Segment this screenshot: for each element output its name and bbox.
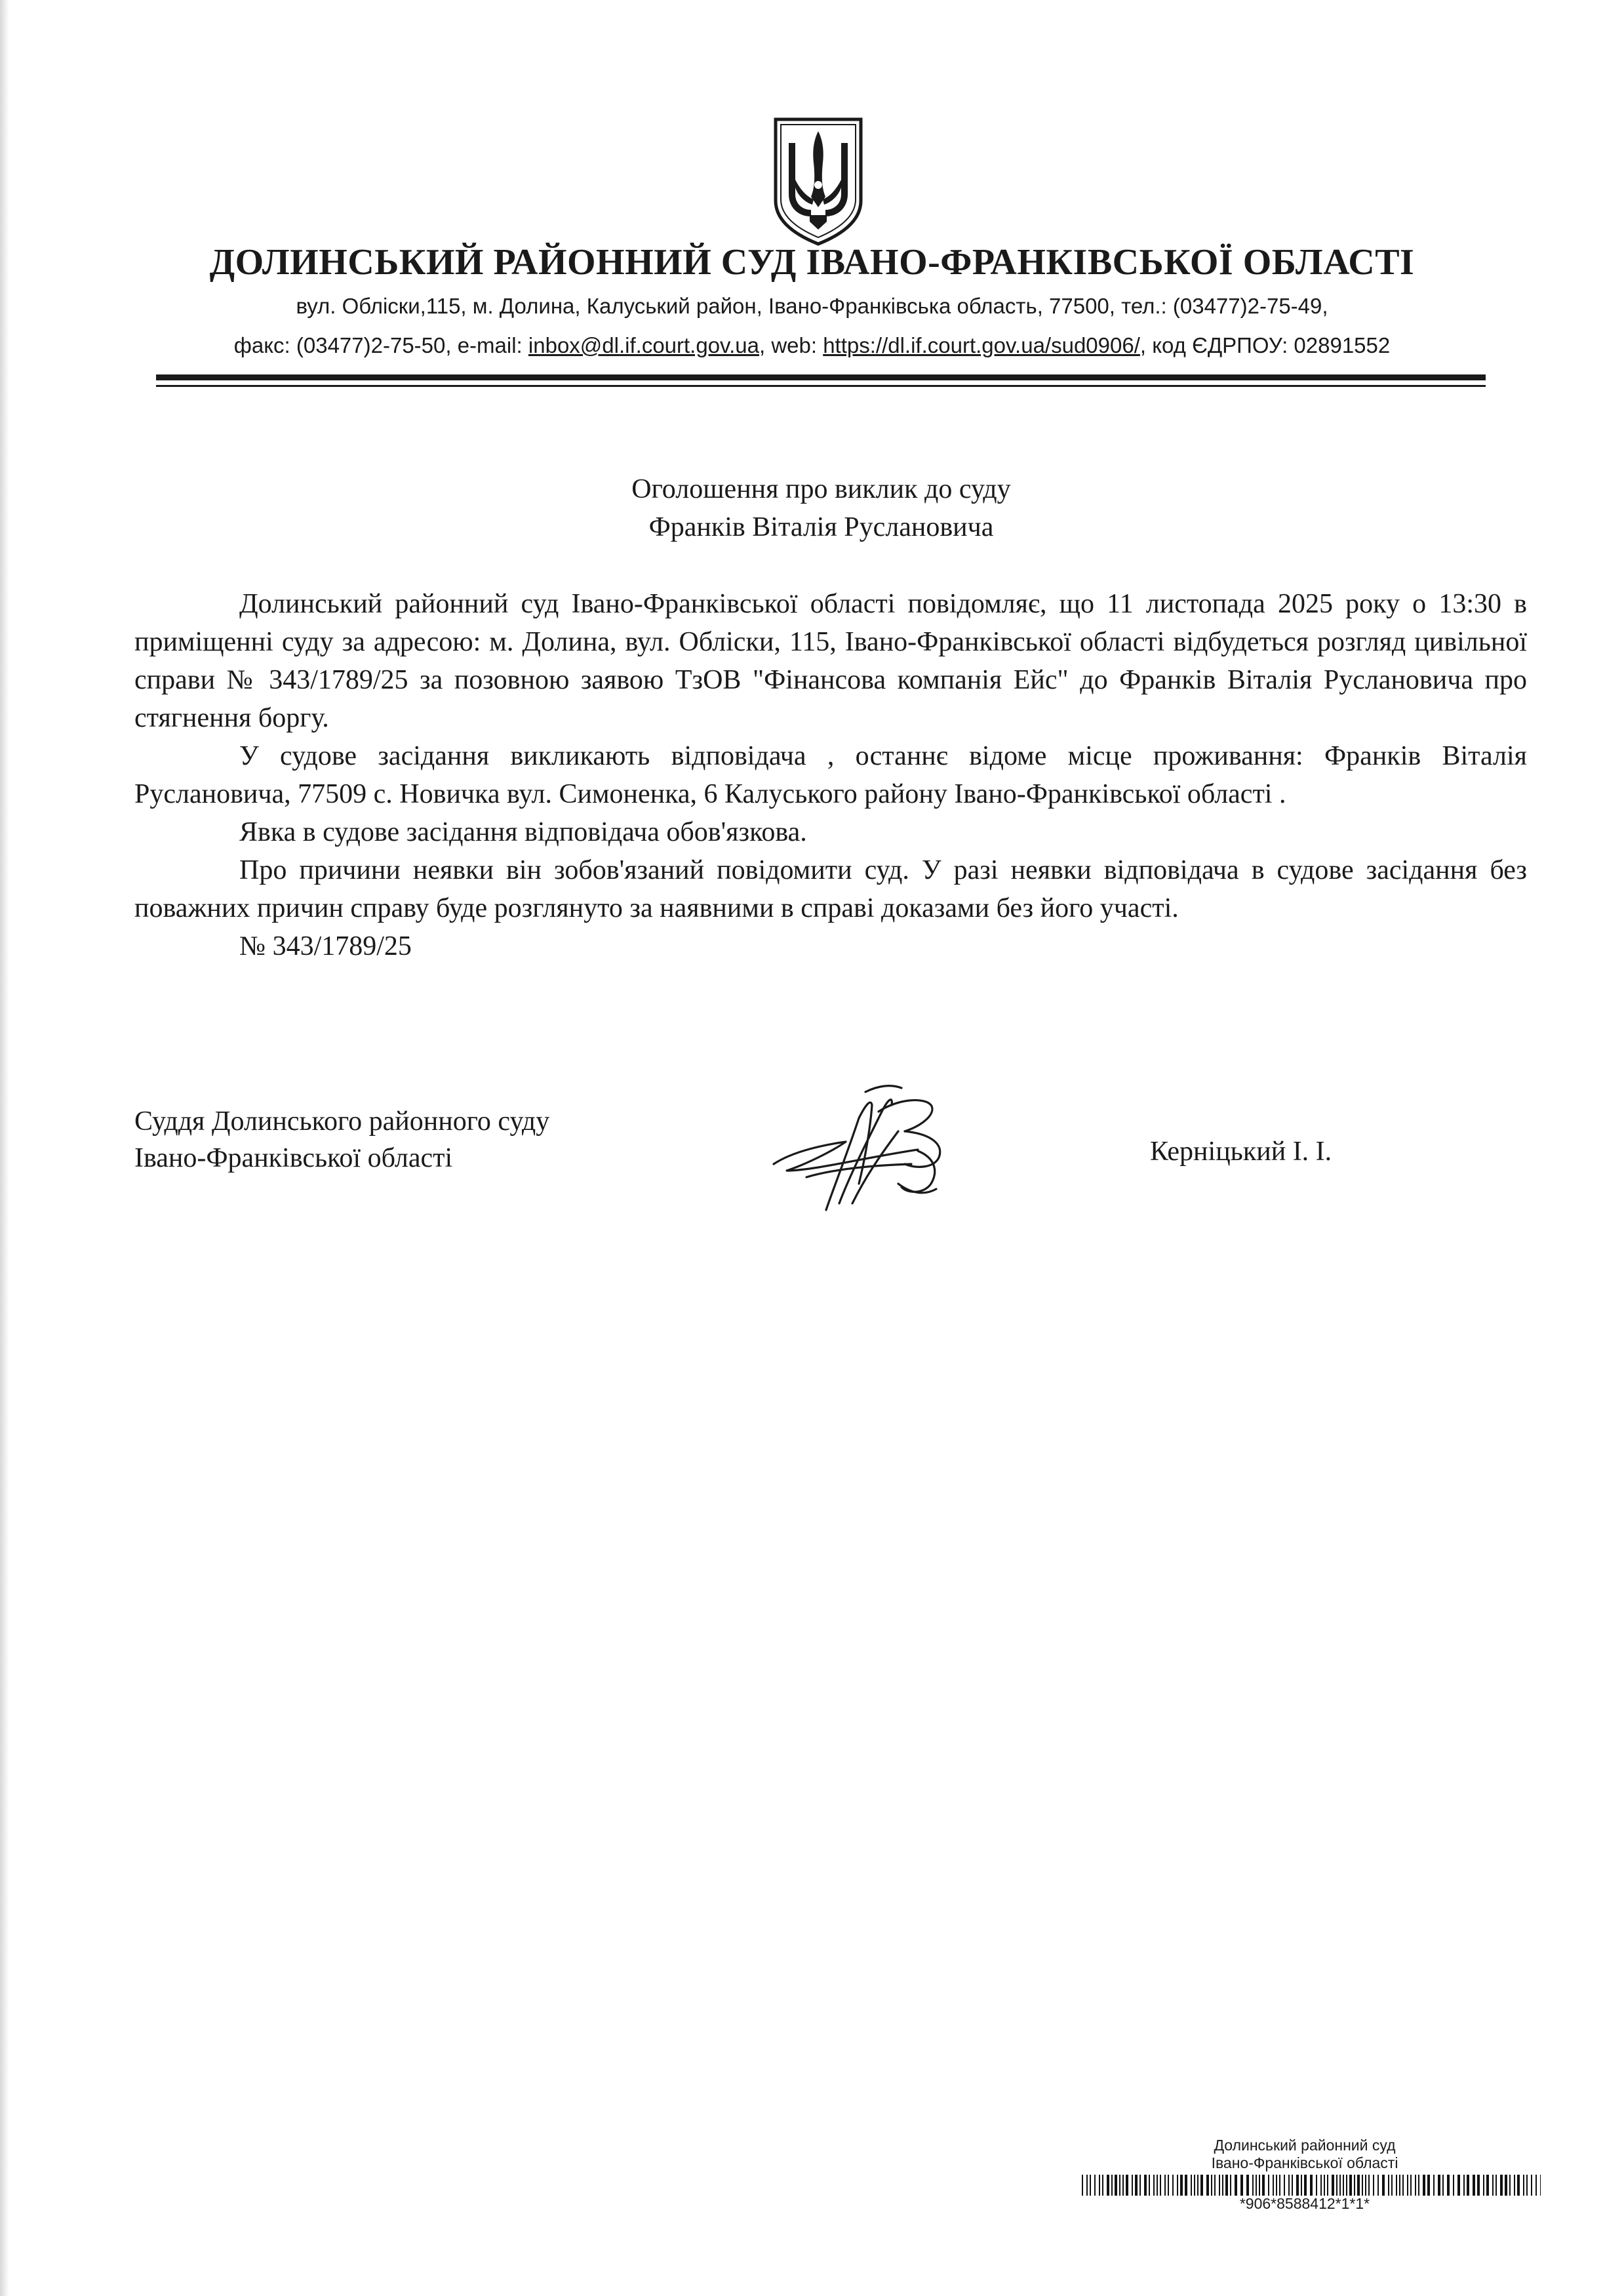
barcode-bar — [1149, 2175, 1150, 2196]
barcode-bar — [1391, 2175, 1393, 2196]
barcode-bar — [1324, 2175, 1325, 2196]
paragraph-hearing-info: Долинський районний суд Івано-Франківської області повідомляє, що 11 листопада 2025 року о 13:30 в приміщенні суду за адресою: м. Долина, вул. Обліски, 115, Івано-Франківської області відбудеться розгляд цивільної справи № 343/1789/25 за позовною заявою ТзОВ "Фінансова компанія Ейс" до Франків Віталія Руслановича про стягнення боргу. — [134, 589, 1527, 733]
barcode-bar — [1531, 2175, 1532, 2196]
barcode-bar — [1523, 2175, 1524, 2196]
stamp-line2: Івано-Франківської області — [1211, 2154, 1398, 2171]
paragraph-attendance-required: Явка в судове засідання відповідача обов'язкова. — [239, 817, 807, 847]
barcode-bar — [1457, 2175, 1460, 2196]
barcode-bar — [1119, 2175, 1120, 2196]
barcode-bar — [1157, 2175, 1158, 2196]
barcode-bar — [1362, 2175, 1363, 2196]
judge-title-line1: Суддя Долинського районного суду — [134, 1106, 550, 1137]
judge-title — [134, 1103, 549, 1177]
barcode-bar — [1500, 2175, 1503, 2196]
barcode-bar — [1540, 2175, 1541, 2196]
barcode-bar — [1288, 2175, 1290, 2196]
barcode-number: *906*8588412*1*1* — [1239, 2195, 1370, 2212]
court-name-heading: ДОЛИНСЬКИЙ РАЙОННИЙ СУД ІВАНО-ФРАНКІВСЬКОЇ ОБЛАСТІ — [209, 242, 1415, 283]
barcode-bar — [1526, 2175, 1528, 2196]
barcode-bar — [1256, 2175, 1257, 2196]
barcode-bar — [1200, 2175, 1203, 2196]
coat-of-arms-icon — [772, 117, 865, 247]
barcode-bar — [1082, 2175, 1083, 2196]
barcode-bar — [1373, 2175, 1374, 2196]
barcode-bar — [1172, 2175, 1174, 2196]
barcode-bar — [1346, 2175, 1347, 2196]
barcode-bar — [1517, 2175, 1520, 2196]
barcode-bar — [1365, 2175, 1366, 2196]
barcode-bar — [1107, 2175, 1109, 2196]
case-number: № 343/1789/25 — [239, 931, 412, 961]
barcode-bar — [1301, 2175, 1302, 2196]
barcode-bar — [1399, 2175, 1400, 2196]
barcode-bar — [1415, 2175, 1416, 2196]
website-link[interactable]: https://dl.if.court.gov.ua/sud0906/ — [823, 333, 1140, 357]
barcode-bar — [1292, 2175, 1293, 2196]
barcode-bar — [1086, 2175, 1088, 2196]
barcode-bar — [1368, 2175, 1370, 2196]
barcode-bar — [1090, 2175, 1091, 2196]
barcode-bar — [1410, 2175, 1412, 2196]
barcode-bar — [1168, 2175, 1169, 2196]
notice-body — [134, 585, 1527, 965]
barcode-bar — [1473, 2175, 1475, 2196]
barcode-bar — [1495, 2175, 1497, 2196]
barcode-bar — [1284, 2175, 1285, 2196]
barcode-bar — [1164, 2175, 1166, 2196]
barcode-bar — [1514, 2175, 1515, 2196]
barcode-bar — [1144, 2175, 1147, 2196]
barcode-bar — [1230, 2175, 1231, 2196]
barcode-bar — [1535, 2175, 1537, 2196]
court-contacts-line — [0, 333, 1624, 358]
barcode-bar — [1332, 2175, 1334, 2196]
barcode-bar — [1382, 2175, 1385, 2196]
fax-label: факс: (03477)2-75-50, e-mail: — [233, 333, 528, 357]
barcode-bar — [1111, 2175, 1113, 2196]
barcode-bar — [1447, 2175, 1450, 2196]
barcode-bar — [1132, 2175, 1133, 2196]
barcode-bar — [1094, 2175, 1096, 2196]
barcode-bar — [1486, 2175, 1489, 2196]
barcode-bar — [1219, 2175, 1220, 2196]
email-link[interactable]: inbox@dl.if.court.gov.ua — [528, 333, 759, 357]
judge-title-line2: Івано-Франківської області — [134, 1143, 453, 1173]
barcode-bar — [1262, 2175, 1265, 2196]
barcode-bar — [1509, 2175, 1511, 2196]
barcode-bar — [1135, 2175, 1138, 2196]
barcode-bar — [1206, 2175, 1209, 2196]
barcode-bar — [1246, 2175, 1249, 2196]
barcode-bar — [1388, 2175, 1389, 2196]
barcode-bar — [1339, 2175, 1341, 2196]
barcode-bar — [1185, 2175, 1187, 2196]
barcode-bar — [1214, 2175, 1216, 2196]
court-stamp — [1069, 2137, 1541, 2172]
barcode-bar — [1160, 2175, 1161, 2196]
barcode-bar — [1304, 2175, 1307, 2196]
barcode-bar — [1296, 2175, 1299, 2196]
barcode-bar — [1442, 2175, 1444, 2196]
barcode-bar — [1418, 2175, 1419, 2196]
barcode-bar — [1126, 2175, 1128, 2196]
barcode-bar — [1194, 2175, 1195, 2196]
barcode-bar — [1477, 2175, 1480, 2196]
barcode-bar — [1438, 2175, 1440, 2196]
barcode-bar — [1343, 2175, 1344, 2196]
barcode-bar — [1407, 2175, 1408, 2196]
paragraph-defendant-summons: У судове засідання викликають відповідача , останнє відоме місце проживання: Франків Віталія Руслановича, 77509 с. Новичка вул. Симоненка, 6 Калуського району Івано-Франківської області . — [134, 741, 1527, 809]
notice-title: Оголошення про виклик до суду — [631, 474, 1011, 504]
barcode-bar — [1191, 2175, 1192, 2196]
barcode-bar — [1122, 2175, 1124, 2196]
court-address-line: вул. Обліски,115, м. Долина, Калуський район, Івано-Франківська область, 77500, тел.: (03477)2-75-49, — [296, 294, 1328, 318]
barcode-bar — [1222, 2175, 1223, 2196]
barcode-bar — [1099, 2175, 1100, 2196]
web-label: , web: — [759, 333, 823, 357]
barcode-bar — [1453, 2175, 1454, 2196]
barcode-bar — [1240, 2175, 1243, 2196]
barcode-bar — [1357, 2175, 1360, 2196]
barcode-bar — [1252, 2175, 1254, 2196]
barcode — [1082, 2175, 1541, 2196]
barcode-bar — [1211, 2175, 1212, 2196]
barcode-bar — [1377, 2175, 1379, 2196]
stamp-line1: Долинський районний суд — [1214, 2137, 1396, 2154]
barcode-bar — [1427, 2175, 1430, 2196]
barcode-bar — [1259, 2175, 1260, 2196]
barcode-bar — [1273, 2175, 1274, 2196]
barcode-bar — [1139, 2175, 1141, 2196]
barcode-bar — [1320, 2175, 1322, 2196]
barcode-bar — [1505, 2175, 1507, 2196]
barcode-bar — [1279, 2175, 1280, 2196]
barcode-bar — [1310, 2175, 1313, 2196]
barcode-bar — [1467, 2175, 1469, 2196]
barcode-bar — [1235, 2175, 1237, 2196]
barcode-bar — [1354, 2175, 1355, 2196]
paragraph-absence-consequences: Про причини неявки він зобов'язаний повідомити суд. У разі неявки відповідача в судове засідання без поважних причин справу буде розглянуто за наявними в справі доказами без його участі. — [134, 855, 1527, 923]
notice-subject-name: Франків Віталія Руслановича — [648, 512, 994, 542]
barcode-bar — [1197, 2175, 1198, 2196]
barcode-bar — [1153, 2175, 1155, 2196]
barcode-bar — [1463, 2175, 1465, 2196]
barcode-bar — [1177, 2175, 1178, 2196]
barcode-bar — [1276, 2175, 1277, 2196]
edrpou-code: , код ЄДРПОУ: 02891552 — [1139, 333, 1391, 357]
barcode-bar — [1433, 2175, 1435, 2196]
handwritten-signature — [767, 1079, 977, 1230]
barcode-bar — [1492, 2175, 1494, 2196]
barcode-bar — [1423, 2175, 1425, 2196]
barcode-bar — [1115, 2175, 1117, 2196]
barcode-bar — [1327, 2175, 1328, 2196]
judge-name: Керніцький І. І. — [1150, 1137, 1332, 1167]
barcode-bar — [1180, 2175, 1183, 2196]
barcode-bar — [1402, 2175, 1404, 2196]
barcode-bar — [1316, 2175, 1317, 2196]
barcode-bar — [1483, 2175, 1484, 2196]
barcode-bar — [1225, 2175, 1228, 2196]
barcode-bar — [1102, 2175, 1103, 2196]
header-divider-thick — [156, 374, 1486, 380]
barcode-bar — [1336, 2175, 1337, 2196]
header-divider-thin — [156, 385, 1486, 387]
barcode-bar — [1396, 2175, 1397, 2196]
barcode-bar — [1349, 2175, 1352, 2196]
barcode-bar — [1268, 2175, 1269, 2196]
